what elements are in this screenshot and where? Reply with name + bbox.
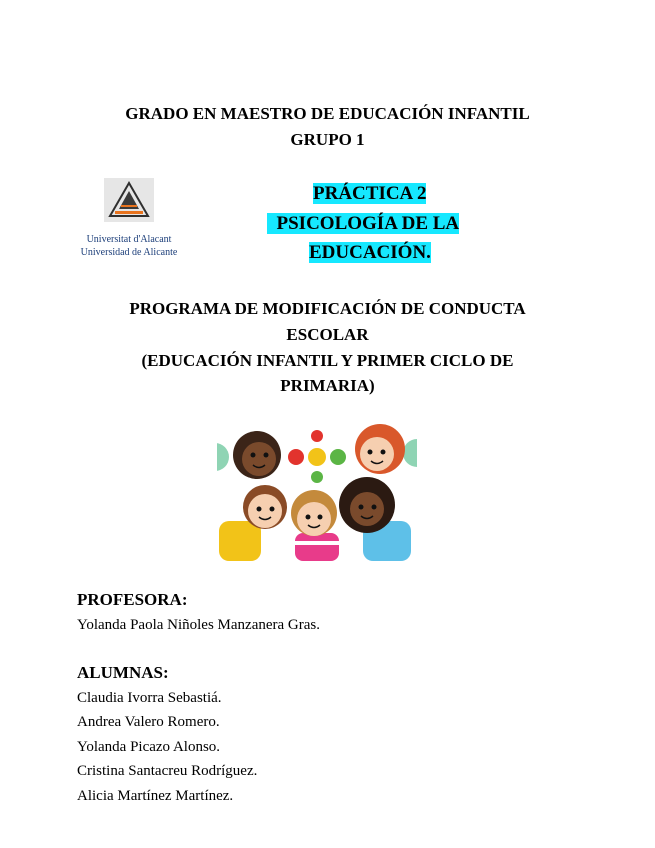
- student-name: Alicia Martínez Martínez.: [77, 788, 234, 804]
- student-name: Claudia Ivorra Sebastiá.: [77, 690, 222, 706]
- student-name: Cristina Santacreu Rodríguez.: [77, 763, 258, 779]
- students-heading: ALUMNAS:: [77, 663, 169, 682]
- teacher-heading: PROFESORA:: [77, 590, 188, 609]
- practice-subject-line1: PSICOLOGÍA DE LA: [267, 211, 459, 236]
- logo-text-spanish: Universidad de Alicante: [80, 247, 178, 258]
- children-emotions-illustration: [217, 409, 417, 561]
- practice-subject-line2: EDUCACIÓN.: [309, 242, 431, 263]
- university-emblem-icon: [104, 178, 154, 222]
- university-logo: [70, 176, 188, 264]
- student-name: Yolanda Picazo Alonso.: [77, 739, 221, 755]
- student-name: Andrea Valero Romero.: [77, 714, 220, 730]
- group-label: GRUPO 1: [290, 130, 365, 149]
- teacher-name: Yolanda Paola Niñoles Manzanera Gras.: [77, 617, 320, 633]
- program-title-line2: ESCOLAR: [286, 325, 369, 344]
- program-title-line3: (EDUCACIÓN INFANTIL Y PRIMER CICLO DE: [141, 351, 514, 370]
- program-title-line1: PROGRAMA DE MODIFICACIÓN DE CONDUCTA: [129, 299, 526, 318]
- program-title-line4: PRIMARIA): [280, 376, 375, 395]
- practice-number: PRÁCTICA 2: [313, 183, 427, 204]
- logo-text-valencian: Universitat d'Alacant: [86, 234, 172, 245]
- degree-title: GRADO EN MAESTRO DE EDUCACIÓN INFANTIL: [125, 104, 530, 123]
